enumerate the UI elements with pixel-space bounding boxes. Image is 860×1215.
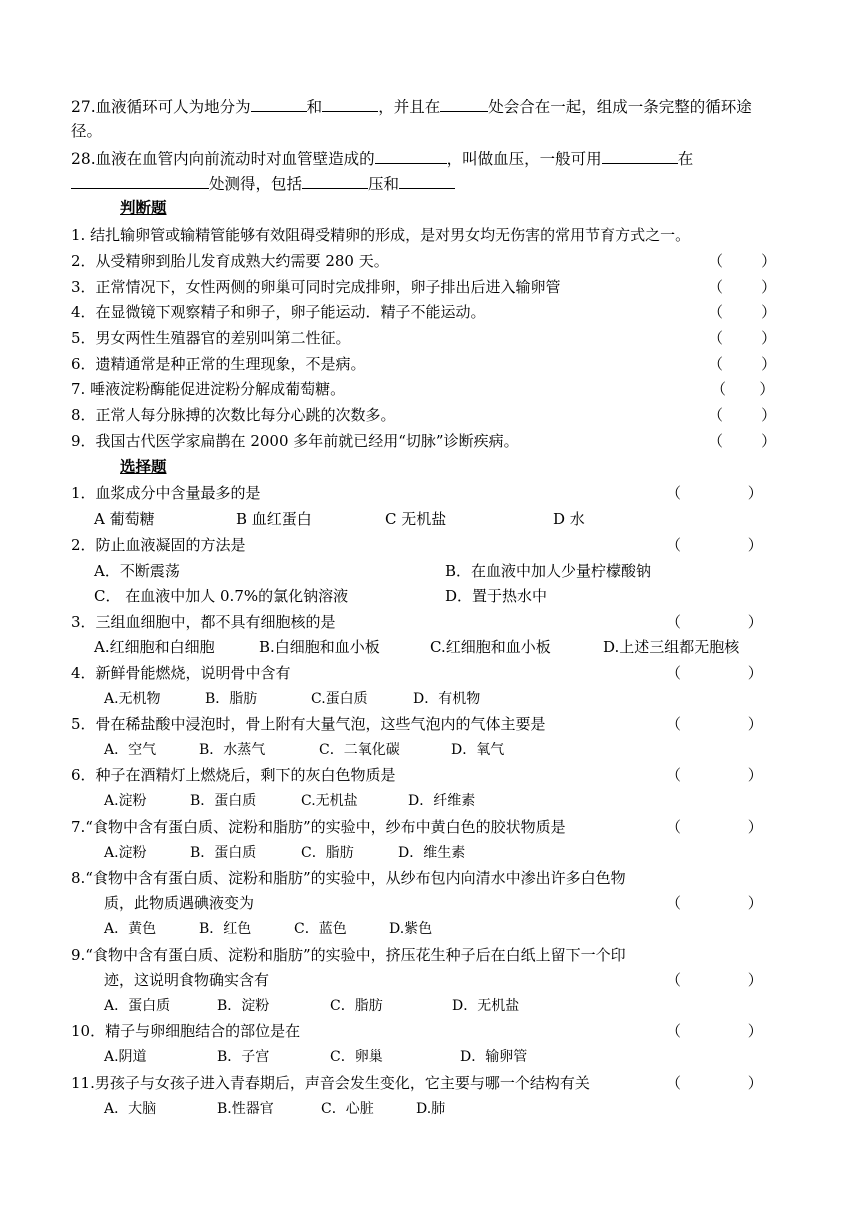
answer-blank[interactable] bbox=[251, 94, 307, 112]
answer-paren[interactable]: （ ） bbox=[666, 715, 763, 733]
choice-q5-option-b[interactable]: B．水蒸气 bbox=[199, 742, 266, 758]
choice-q3-option-c[interactable]: C.红细胞和血小板 bbox=[430, 638, 551, 656]
choice-q10-option-a[interactable]: A.阴道 bbox=[104, 1049, 147, 1065]
choice-q8-option-a[interactable]: A．黄色 bbox=[104, 921, 157, 937]
choice-q6-option-a[interactable]: A.淀粉 bbox=[104, 793, 147, 809]
answer-blank[interactable] bbox=[302, 171, 368, 189]
answer-blank[interactable] bbox=[602, 146, 678, 164]
answer-paren[interactable]: （ ） bbox=[666, 613, 763, 631]
answer-paren[interactable]: （ ） bbox=[711, 380, 775, 398]
choice-q2-option-c[interactable]: C． 在血液中加人 0.7%的氯化钠溶液 bbox=[94, 587, 349, 605]
choice-q2-stem: 2．防止血液凝固的方法是 bbox=[71, 536, 246, 554]
choice-q7-stem: 7.“食物中含有蛋白质、淀粉和脂肪”的实验中，纱布中黄白色的胶状物质是 bbox=[71, 818, 566, 836]
choice-q1-option-d[interactable]: D 水 bbox=[553, 510, 585, 528]
judge-item-5: 5．男女两性生殖器官的差别叫第二性征。 bbox=[71, 329, 351, 347]
choice-q3-stem: 3．三组血细胞中，都不具有细胞核的是 bbox=[71, 613, 336, 631]
answer-blank[interactable] bbox=[71, 171, 209, 189]
answer-paren[interactable]: （ ） bbox=[666, 484, 763, 502]
choice-q9-option-d[interactable]: D．无机盐 bbox=[452, 998, 520, 1014]
choice-q11-option-d[interactable]: D.肺 bbox=[416, 1101, 446, 1117]
answer-paren[interactable]: （ ） bbox=[666, 971, 763, 989]
choice-q9-option-c[interactable]: C．脂肪 bbox=[330, 998, 383, 1014]
answer-blank[interactable] bbox=[399, 171, 455, 189]
choice-q1-option-b[interactable]: B 血红蛋白 bbox=[236, 510, 312, 528]
choice-q7-option-a[interactable]: A.淀粉 bbox=[104, 845, 147, 861]
choice-q8-stem: 8.“食物中含有蛋白质、淀粉和脂肪”的实验中，从纱布包内向清水中渗出许多白色物 bbox=[71, 869, 626, 887]
answer-paren[interactable]: （ ） bbox=[666, 536, 763, 554]
choice-q4-option-b[interactable]: B．脂肪 bbox=[205, 691, 258, 707]
judge-section-title: 判断题 bbox=[120, 198, 167, 217]
answer-paren[interactable]: （ ） bbox=[708, 355, 777, 373]
choice-q8-stem-cont: 质，此物质遇碘液变为 bbox=[104, 894, 255, 912]
fill-in-section bbox=[71, 94, 773, 199]
answer-paren[interactable]: （ ） bbox=[666, 818, 763, 836]
choice-q8-option-b[interactable]: B．红色 bbox=[199, 921, 252, 937]
choice-q6-option-d[interactable]: D．纤维素 bbox=[408, 793, 476, 809]
answer-paren[interactable]: （ ） bbox=[708, 329, 777, 347]
choice-q8-option-c[interactable]: C．蓝色 bbox=[294, 921, 347, 937]
choice-q9-option-a[interactable]: A．蛋白质 bbox=[104, 998, 171, 1014]
answer-paren[interactable]: （ ） bbox=[666, 1074, 763, 1092]
choice-q5-option-d[interactable]: D．氧气 bbox=[451, 742, 505, 758]
choice-q3-option-a[interactable]: A.红细胞和白细胞 bbox=[94, 638, 215, 656]
choice-q5-stem: 5．骨在稀盐酸中浸泡时，骨上附有大量气泡，这些气泡内的气体主要是 bbox=[71, 715, 546, 733]
choice-q11-option-c[interactable]: C．心脏 bbox=[321, 1101, 374, 1117]
choice-q6-option-c[interactable]: C.无机盐 bbox=[301, 793, 358, 809]
choice-q11-option-a[interactable]: A．大脑 bbox=[104, 1101, 157, 1117]
choice-q5-option-c[interactable]: C．二氧化碳 bbox=[319, 742, 400, 758]
choice-q11-option-b[interactable]: B.性器官 bbox=[217, 1101, 274, 1117]
choice-q6-stem: 6．种子在酒精灯上燃烧后，剩下的灰白色物质是 bbox=[71, 766, 396, 784]
choice-q2-option-b[interactable]: B．在血液中加人少量柠檬酸钠 bbox=[445, 562, 652, 580]
choice-q1-option-c[interactable]: C 无机盐 bbox=[385, 510, 447, 528]
judge-item-1: 1. 结扎输卵管或输精管能够有效阻碍受精卵的形成，是对男女均无伤害的常用节育方式之一。 bbox=[71, 226, 691, 244]
choice-q2-option-d[interactable]: D．置于热水中 bbox=[445, 587, 548, 605]
choice-q5-option-a[interactable]: A．空气 bbox=[104, 742, 157, 758]
answer-paren[interactable]: （ ） bbox=[708, 303, 777, 321]
judge-item-9: 9．我国古代医学家扁鹊在 2000 多年前就已经用“切脉”诊断疾病。 bbox=[71, 432, 519, 450]
answer-paren[interactable]: （ ） bbox=[666, 894, 763, 912]
choice-q9-stem-cont: 迹，这说明食物确实含有 bbox=[104, 971, 270, 989]
answer-blank[interactable] bbox=[440, 94, 488, 112]
choice-q3-option-b[interactable]: B.白细胞和血小板 bbox=[259, 638, 380, 656]
choice-q10-option-d[interactable]: D．输卵管 bbox=[460, 1049, 528, 1065]
choice-section-title: 选择题 bbox=[120, 457, 167, 476]
choice-q4-stem: 4．新鲜骨能燃烧，说明骨中含有 bbox=[71, 664, 291, 682]
choice-q11-stem: 11.男孩子与女孩子进入青春期后，声音会发生变化，它主要与哪一个结构有关 bbox=[71, 1074, 590, 1092]
judge-item-3: 3．正常情况下，女性两侧的卵巢可同时完成排卵，卵子排出后进入输卵管 bbox=[71, 278, 561, 296]
answer-paren[interactable]: （ ） bbox=[708, 406, 777, 424]
choice-q7-option-d[interactable]: D．维生素 bbox=[398, 845, 466, 861]
choice-q1-option-a[interactable]: A 葡萄糖 bbox=[94, 510, 155, 528]
answer-paren[interactable]: （ ） bbox=[708, 278, 777, 296]
choice-q9-stem: 9.“食物中含有蛋白质、淀粉和脂肪”的实验中，挤压花生种子后在白纸上留下一个印 bbox=[71, 946, 626, 964]
choice-q8-option-d[interactable]: D.紫色 bbox=[389, 921, 433, 937]
judge-item-7: 7. 唾液淀粉酶能促进淀粉分解成葡萄糖。 bbox=[71, 380, 346, 398]
question-28: 28.血液在血管内向前流动时对血管壁造成的 ，叫做血压，一般可用 在 处测得，包括 压和 bbox=[71, 146, 773, 196]
question-27: 27.血液循环可人为地分为 和 ，并且在 处会合在一起，组成一条完整的循环途径。 bbox=[71, 94, 773, 143]
choice-q10-stem: 10．精子与卵细胞结合的部位是在 bbox=[71, 1022, 301, 1040]
judge-item-8: 8．正常人每分脉搏的次数比每分心跳的次数多。 bbox=[71, 406, 396, 424]
choice-q10-option-c[interactable]: C．卵巢 bbox=[330, 1049, 383, 1065]
judge-item-2: 2．从受精卵到胎儿发育成熟大约需要 280 天。 bbox=[71, 252, 389, 270]
choice-q3-option-d[interactable]: D.上述三组都无胞核 bbox=[603, 638, 740, 656]
judge-item-6: 6．遗精通常是种正常的生理现象，不是病。 bbox=[71, 355, 366, 373]
choice-q4-option-a[interactable]: A.无机物 bbox=[104, 691, 161, 707]
choice-q4-option-c[interactable]: C.蛋白质 bbox=[311, 691, 368, 707]
choice-q7-option-b[interactable]: B．蛋白质 bbox=[190, 845, 257, 861]
answer-paren[interactable]: （ ） bbox=[666, 766, 763, 784]
answer-paren[interactable]: （ ） bbox=[666, 664, 763, 682]
answer-blank[interactable] bbox=[375, 146, 447, 164]
answer-paren[interactable]: （ ） bbox=[708, 252, 777, 270]
choice-q6-option-b[interactable]: B．蛋白质 bbox=[190, 793, 257, 809]
answer-paren[interactable]: （ ） bbox=[666, 1022, 763, 1040]
answer-paren[interactable]: （ ） bbox=[708, 432, 777, 450]
choice-q1-stem: 1．血浆成分中含量最多的是 bbox=[71, 484, 261, 502]
choice-q2-option-a[interactable]: A．不断震荡 bbox=[94, 562, 180, 580]
choice-q9-option-b[interactable]: B．淀粉 bbox=[217, 998, 270, 1014]
answer-blank[interactable] bbox=[322, 94, 378, 112]
judge-item-4: 4．在显微镜下观察精子和卵子，卵子能运动．精子不能运动。 bbox=[71, 303, 486, 321]
choice-q7-option-c[interactable]: C．脂肪 bbox=[301, 845, 354, 861]
choice-q10-option-b[interactable]: B．子宫 bbox=[217, 1049, 270, 1065]
choice-q4-option-d[interactable]: D．有机物 bbox=[413, 691, 481, 707]
